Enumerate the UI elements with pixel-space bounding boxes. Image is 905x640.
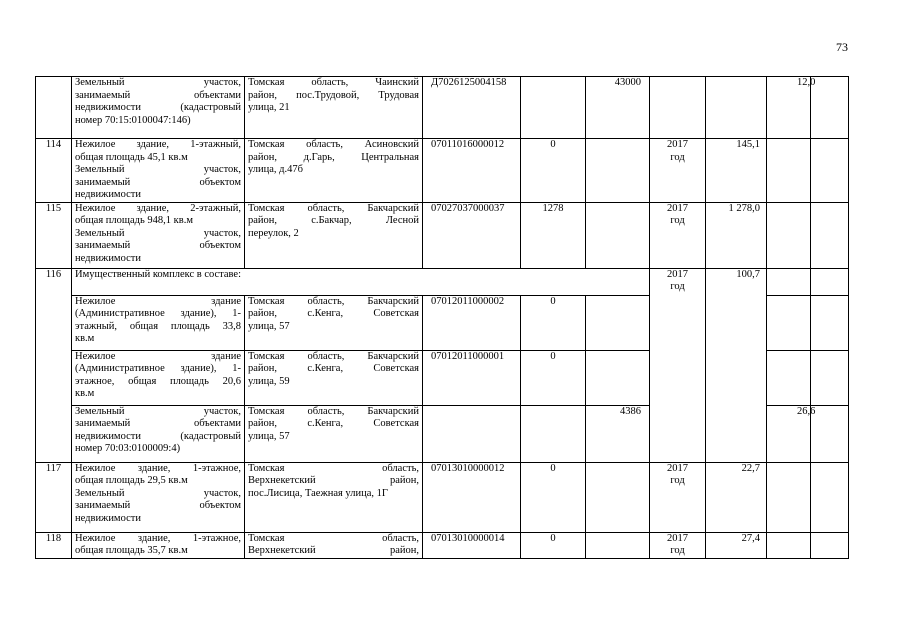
land-value-cell [586, 462, 650, 532]
empty-cell [811, 462, 849, 532]
land-value-cell: 4386 [586, 405, 650, 462]
complex-header: Имущественный комплекс в составе: [72, 268, 650, 295]
year-cell: 2017 год [650, 462, 706, 532]
row-number: 118 [36, 532, 72, 558]
land-amount-cell [767, 139, 811, 203]
cadastral-number [423, 405, 521, 462]
empty-cell [811, 405, 849, 462]
year-cell: 2017 год [650, 268, 706, 462]
property-registry-table [35, 76, 849, 559]
object-name: Нежилое здание (Административное здание), 1- этажный, общая площадь 33,8 кв.м [72, 295, 245, 350]
land-value-cell [586, 139, 650, 203]
table-row [36, 139, 849, 203]
object-name: Земельный участок, занимаемый объектами недвижимости (кадастровый номер 70:03:0100009:4) [72, 405, 245, 462]
object-address: Томская область, Чаинский район, пос.Трудовой, Трудовая улица, 21 [245, 77, 423, 139]
empty-cell [811, 268, 849, 295]
cadastral-number: 07013010000014 [423, 532, 521, 558]
object-name: Нежилое здание (Административное здание), 1- этажное, общая площадь 20,6 кв.м [72, 350, 245, 405]
cadastral-number: 07012011000002 [423, 295, 521, 350]
amount-cell [706, 77, 767, 139]
amount-cell: 100,7 [706, 268, 767, 462]
land-value-cell: 43000 [586, 77, 650, 139]
year-cell: 2017 год [650, 202, 706, 268]
row-number: 116 [36, 268, 72, 462]
object-address: Томская область, Верхнекетский район, пос.Лисица, Таежная улица, 1Г [245, 462, 423, 532]
land-amount-cell [767, 350, 811, 405]
value-cell: 0 [521, 350, 586, 405]
value-cell: 0 [521, 532, 586, 558]
row-number: 117 [36, 462, 72, 532]
amount-cell: 27,4 [706, 532, 767, 558]
table-row [36, 462, 849, 532]
object-address: Томская область, Бакчарский район, с.Кенга, Советская улица, 57 [245, 405, 423, 462]
land-amount-cell [767, 268, 811, 295]
empty-cell [811, 77, 849, 139]
object-name: Нежилое здание, 1-этажное, общая площадь 29,5 кв.м Земельный участок, занимаемый объектом недвижимости [72, 462, 245, 532]
land-amount-cell [767, 202, 811, 268]
amount-cell: 1 278,0 [706, 202, 767, 268]
row-number: 115 [36, 202, 72, 268]
cadastral-number: 07013010000012 [423, 462, 521, 532]
land-amount-cell: 12,0 [767, 77, 811, 139]
table-row [36, 77, 849, 139]
empty-cell [811, 139, 849, 203]
land-value-cell [586, 295, 650, 350]
object-address: Томская область, Верхнекетский район, [245, 532, 423, 558]
object-name: Нежилое здание, 1-этажный, общая площадь 45,1 кв.м Земельный участок, занимаемый объектом недвижимости [72, 139, 245, 203]
cadastral-number: 07027037000037 [423, 202, 521, 268]
value-cell: 0 [521, 295, 586, 350]
year-cell [650, 77, 706, 139]
object-name: Нежилое здание, 2-этажный, общая площадь 948,1 кв.м Земельный участок, занимаемый объектом недвижимости [72, 202, 245, 268]
land-value-cell [586, 350, 650, 405]
object-address: Томская область, Асиновский район, д.Гарь, Центральная улица, д.47б [245, 139, 423, 203]
object-address: Томская область, Бакчарский район, с.Бакчар, Лесной переулок, 2 [245, 202, 423, 268]
value-cell [521, 77, 586, 139]
land-amount-cell: 26,6 [767, 405, 811, 462]
object-name: Земельный участок, занимаемый объектами недвижимости (кадастровый номер 70:15:0100047:146) [72, 77, 245, 139]
row-number [36, 77, 72, 139]
empty-cell [811, 350, 849, 405]
land-amount-cell [767, 295, 811, 350]
value-cell: 0 [521, 462, 586, 532]
empty-cell [811, 295, 849, 350]
land-value-cell [586, 532, 650, 558]
empty-cell [811, 202, 849, 268]
cadastral-number: Д70261250041​58 [423, 77, 521, 139]
object-address: Томская область, Бакчарский район, с.Кенга, Советская улица, 57 [245, 295, 423, 350]
amount-cell: 22,7 [706, 462, 767, 532]
value-cell: 0 [521, 139, 586, 203]
empty-cell [811, 532, 849, 558]
object-address: Томская область, Бакчарский район, с.Кенга, Советская улица, 59 [245, 350, 423, 405]
value-cell [521, 405, 586, 462]
cadastral-number: 07012011000001 [423, 350, 521, 405]
land-amount-cell [767, 462, 811, 532]
amount-cell: 145,1 [706, 139, 767, 203]
land-value-cell [586, 202, 650, 268]
value-cell: 1278 [521, 202, 586, 268]
year-cell: 2017 год [650, 139, 706, 203]
row-number: 114 [36, 139, 72, 203]
year-cell: 2017 год [650, 532, 706, 558]
table-row [36, 268, 849, 295]
table-row [36, 202, 849, 268]
land-amount-cell [767, 532, 811, 558]
object-name: Нежилое здание, 1-этажное, общая площадь 35,7 кв.м [72, 532, 245, 558]
table-row [36, 532, 849, 558]
page-number: 73 [836, 40, 848, 54]
cadastral-number: 07011016000012 [423, 139, 521, 203]
